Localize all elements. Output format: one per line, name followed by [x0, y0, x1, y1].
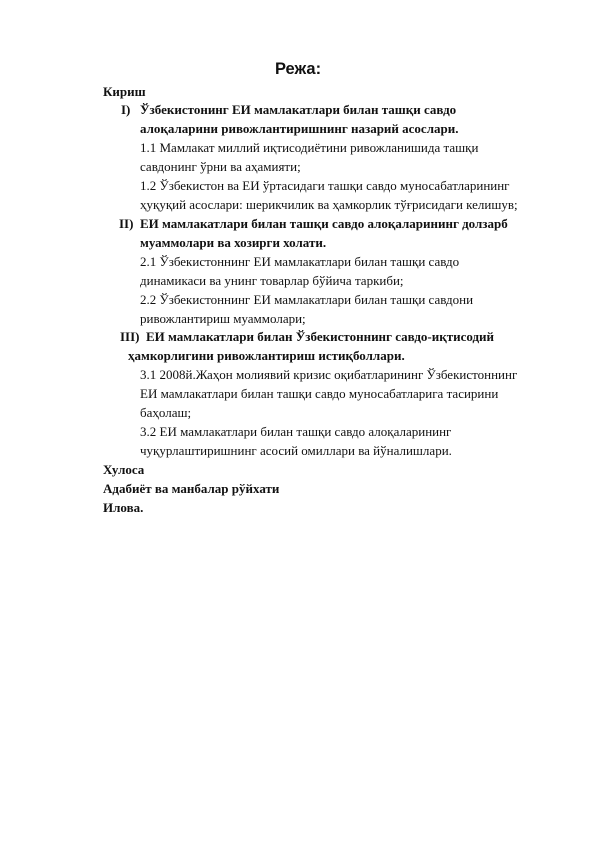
item-2-1-line-2: динамикаси ва унинг товарлар бўйича таркиби; [140, 273, 404, 288]
appendix-heading: Илова. [103, 500, 144, 515]
plan-title: Режа: [274, 60, 322, 78]
item-3-1-line-1: 3.1 2008й.Жаҳон молиявий кризис оқибатларининг Ўзбекистоннинг [140, 367, 518, 382]
section-3-number: III) [120, 329, 140, 344]
item-1-1-line-2: савдонинг ўрни ва аҳамияти; [140, 159, 301, 174]
conclusion-heading: Хулоса [103, 462, 145, 477]
section-2-number: II) [119, 216, 134, 231]
section-1-heading-line-2: алоқаларини ривожлантиришнинг назарий асослари. [140, 121, 459, 136]
item-3-1-line-2: ЕИ мамлакатлари билан ташқи савдо муносабатларига тасирини [140, 386, 499, 401]
item-2-2-line-1: 2.2 Ўзбекистоннинг ЕИ мамлакатлари билан ташқи савдони [140, 292, 474, 307]
item-3-1-line-3: баҳолаш; [140, 405, 192, 420]
section-2-heading-line-1: ЕИ мамлакатлари билан ташқи савдо алоқаларининг долзарб [140, 216, 508, 231]
section-1-heading-line-1: Ўзбекистонинг ЕИ мамлакатлари билан ташқи савдо [140, 102, 457, 117]
references-heading: Адабиёт ва манбалар рўйхати [103, 481, 280, 496]
intro-heading: Кириш [103, 84, 146, 99]
item-2-1-line-1: 2.1 Ўзбекистоннинг ЕИ мамлакатлари билан ташқи савдо [140, 254, 460, 269]
item-1-1-line-1: 1.1 Мамлакат миллий иқтисодиётини ривожланишида ташқи [140, 140, 479, 155]
section-1-number: I) [121, 102, 131, 117]
item-1-2-line-1: 1.2 Ўзбекистон ва ЕИ ўртасидаги ташқи савдо муносабатларининг [140, 178, 510, 193]
item-1-2-line-2: ҳуқуқий асослари: шерикчилик ва ҳамкорлик тўғрисидаги келишув; [140, 197, 518, 212]
section-2-heading-line-2: муаммолари ва хозирги холати. [140, 235, 327, 250]
section-3-heading-line-2: ҳамкорлигини ривожлантириш истиқболлари. [128, 348, 405, 363]
item-3-2-line-2: чуқурлаштиришнинг асосий омиллари ва йўналишлари. [140, 443, 452, 458]
item-2-2-line-2: ривожлантириш муаммолари; [140, 311, 306, 326]
section-3-heading-line-1: ЕИ мамлакатлари билан Ўзбекистоннинг савдо-иқтисодий [146, 329, 495, 344]
item-3-2-line-1: 3.2 ЕИ мамлакатлари билан ташқи савдо алоқаларининг [140, 424, 452, 439]
